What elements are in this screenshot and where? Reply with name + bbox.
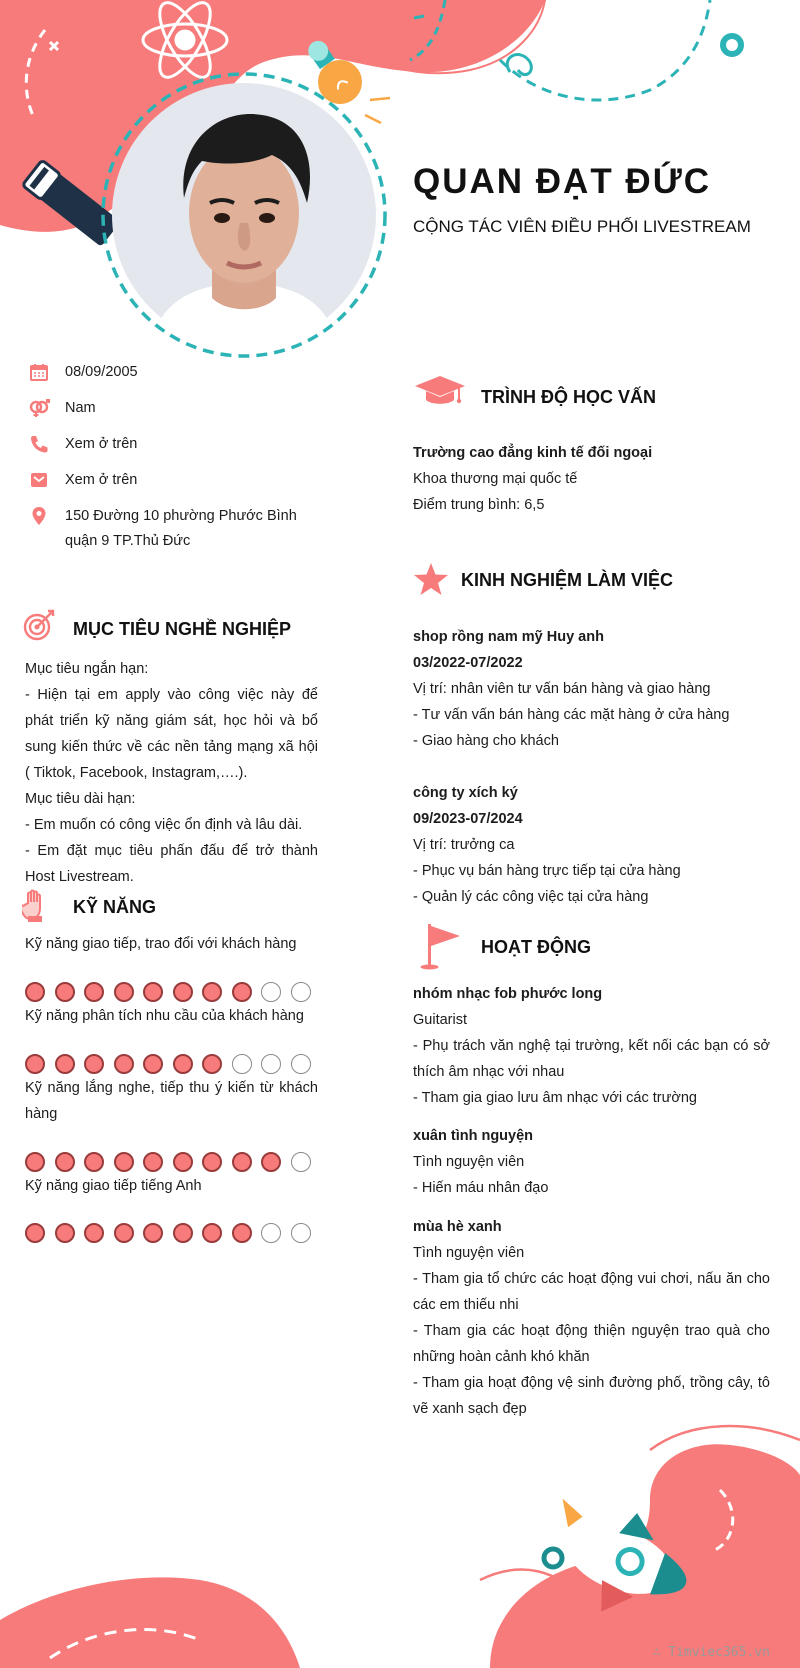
rating-dot-filled	[202, 1152, 222, 1172]
rating-dot-filled	[25, 982, 45, 1002]
email-text: Xem ở trên	[65, 472, 138, 488]
rating-dot-filled	[25, 1054, 45, 1074]
rating-dot-empty	[291, 982, 311, 1002]
rating-dot-filled	[173, 1152, 193, 1172]
hand-icon	[22, 889, 50, 928]
star-icon	[413, 562, 449, 601]
experience-line: - Tư vấn vấn bán hàng các mặt hàng ở cửa hàng	[413, 707, 730, 723]
skill-rating	[25, 1223, 320, 1243]
watermark: ∴ Timviec365.vn	[652, 1645, 770, 1660]
skill-rating	[25, 1152, 320, 1172]
rating-dot-filled	[173, 1054, 193, 1074]
activity-role: Tình nguyện viên	[413, 1245, 525, 1261]
skill-name: Kỹ năng giao tiếp, trao đổi với khách hàng	[25, 936, 297, 952]
education-body	[413, 440, 770, 518]
info-phone	[28, 432, 320, 457]
experience-item	[413, 780, 770, 910]
info-gender	[28, 396, 320, 421]
rating-dot-filled	[202, 1223, 222, 1243]
rating-dot-filled	[25, 1152, 45, 1172]
work-period: 09/2023-07/2024	[413, 811, 523, 827]
experience-line: - Giao hàng cho khách	[413, 733, 559, 749]
info-address	[28, 504, 320, 554]
rating-dot-filled	[261, 1152, 281, 1172]
rating-dot-empty	[232, 1054, 252, 1074]
skills-title: KỸ NĂNG	[73, 897, 157, 917]
gender-text: Nam	[65, 400, 96, 416]
skill-name: Kỹ năng phân tích nhu cầu của khách hàng	[25, 1008, 304, 1024]
rating-dot-filled	[143, 1054, 163, 1074]
activity-line: - Tham gia hoạt động vệ sinh đường phố, trồng cây, tô vẽ xanh sạch đẹp	[413, 1375, 770, 1417]
company-name: công ty xích ký	[413, 785, 518, 801]
faculty-name: Khoa thương mại quốc tế	[413, 471, 578, 487]
activities-title: HOẠT ĐỘNG	[481, 937, 591, 957]
activity-role: Guitarist	[413, 1012, 467, 1028]
rating-dot-filled	[114, 1054, 134, 1074]
activity-line: - Tham gia các hoạt động thiện nguyện trao quà cho những hoàn cảnh khó khăn	[413, 1323, 770, 1365]
experience-line: Vị trí: trưởng ca	[413, 837, 515, 853]
gpa-text: Điểm trung bình: 6,5	[413, 497, 545, 513]
gender-icon	[28, 397, 50, 419]
rating-dot-filled	[114, 1152, 134, 1172]
activity-line: - Hiến máu nhân đạo	[413, 1180, 549, 1196]
info-email	[28, 468, 320, 493]
rating-dot-filled	[114, 1223, 134, 1243]
company-name: shop rồng nam mỹ Huy anh	[413, 629, 604, 645]
experience-line: - Phục vụ bán hàng trực tiếp tại cửa hàng	[413, 863, 681, 879]
activity-line: - Tham gia tổ chức các hoạt động vui chơi, nấu ăn cho các em thiếu nhi	[413, 1271, 770, 1313]
phone-text: Xem ở trên	[65, 436, 138, 452]
rating-dot-empty	[261, 1223, 281, 1243]
objective-line: Mục tiêu dài hạn:	[25, 791, 136, 807]
activity-org: nhóm nhạc fob phước long	[413, 986, 603, 1002]
profile-photo	[112, 83, 376, 347]
location-pin-icon	[28, 505, 50, 527]
info-birthday	[28, 360, 320, 385]
candidate-name: QUAN ĐẠT ĐỨC	[413, 162, 712, 201]
experience-line: Vị trí: nhân viên tư vấn bán hàng và giao hàng	[413, 681, 711, 697]
activity-item	[413, 1214, 770, 1422]
phone-icon	[28, 433, 50, 455]
activity-org: xuân tình nguyện	[413, 1128, 534, 1144]
experience-item	[413, 624, 770, 754]
rating-dot-empty	[261, 982, 281, 1002]
address-text: 150 Đường 10 phường Phước Bình quận 9 TP.Thủ Đức	[65, 508, 297, 549]
skill-name: Kỹ năng lắng nghe, tiếp thu ý kiến từ khách hàng	[25, 1080, 318, 1122]
work-period: 03/2022-07/2022	[413, 655, 523, 671]
objective-body	[25, 656, 318, 890]
objective-line: - Em muốn có công việc ổn định và lâu dài.	[25, 817, 303, 833]
objective-line: - Hiện tại em apply vào công việc này để phát triển kỹ năng giám sát, học hỏi và bổ sung kiến thức về các nền tảng mạng xã hội ( Tiktok, Facebook, Instagram,….).	[25, 687, 318, 781]
activity-line: - Tham gia giao lưu âm nhạc với các trường	[413, 1090, 697, 1106]
rating-dot-filled	[84, 1054, 104, 1074]
rating-dot-filled	[173, 1223, 193, 1243]
rating-dot-filled	[84, 1223, 104, 1243]
objective-line: - Em đặt mục tiêu phấn đấu để trở thành Host Livestream.	[25, 843, 318, 885]
rating-dot-filled	[143, 982, 163, 1002]
target-icon	[23, 608, 57, 647]
rating-dot-filled	[25, 1223, 45, 1243]
rating-dot-filled	[232, 1152, 252, 1172]
rating-dot-filled	[202, 1054, 222, 1074]
birthday-text: 08/09/2005	[65, 364, 138, 380]
skill-rating	[25, 1054, 320, 1074]
rating-dot-filled	[143, 1152, 163, 1172]
school-name: Trường cao đẳng kinh tế đối ngoại	[413, 445, 653, 461]
calendar-icon	[28, 361, 50, 383]
objective-line: Mục tiêu ngắn hạn:	[25, 661, 149, 677]
rating-dot-filled	[55, 1054, 75, 1074]
rating-dot-filled	[143, 1223, 163, 1243]
rating-dot-empty	[261, 1054, 281, 1074]
skill-rating	[25, 982, 320, 1002]
rating-dot-filled	[202, 982, 222, 1002]
candidate-role: CỘNG TÁC VIÊN ĐIỀU PHỐI LIVESTREAM	[413, 217, 751, 236]
graduation-cap-icon	[413, 372, 467, 413]
activity-org: mùa hè xanh	[413, 1219, 502, 1235]
rating-dot-empty	[291, 1223, 311, 1243]
email-icon	[28, 469, 50, 491]
rating-dot-filled	[55, 982, 75, 1002]
activity-item	[413, 981, 770, 1111]
rating-dot-filled	[55, 1152, 75, 1172]
rating-dot-empty	[291, 1152, 311, 1172]
rating-dot-filled	[114, 982, 134, 1002]
rating-dot-filled	[173, 982, 193, 1002]
activity-role: Tình nguyện viên	[413, 1154, 525, 1170]
rating-dot-filled	[55, 1223, 75, 1243]
rating-dot-filled	[84, 982, 104, 1002]
skill-name: Kỹ năng giao tiếp tiếng Anh	[25, 1178, 202, 1194]
rating-dot-filled	[232, 1223, 252, 1243]
experience-line: - Quản lý các công việc tại cửa hàng	[413, 889, 649, 905]
flag-icon	[418, 922, 462, 975]
rating-dot-filled	[232, 982, 252, 1002]
rating-dot-empty	[291, 1054, 311, 1074]
rating-dot-filled	[84, 1152, 104, 1172]
activity-item	[413, 1123, 770, 1201]
activity-line: - Phụ trách văn nghệ tại trường, kết nối các bạn có sở thích âm nhạc với nhau	[413, 1038, 770, 1080]
objective-title: MỤC TIÊU NGHỀ NGHIỆP	[73, 619, 292, 639]
education-title: TRÌNH ĐỘ HỌC VẤN	[481, 387, 656, 407]
experience-title: KINH NGHIỆM LÀM VIỆC	[461, 570, 674, 590]
